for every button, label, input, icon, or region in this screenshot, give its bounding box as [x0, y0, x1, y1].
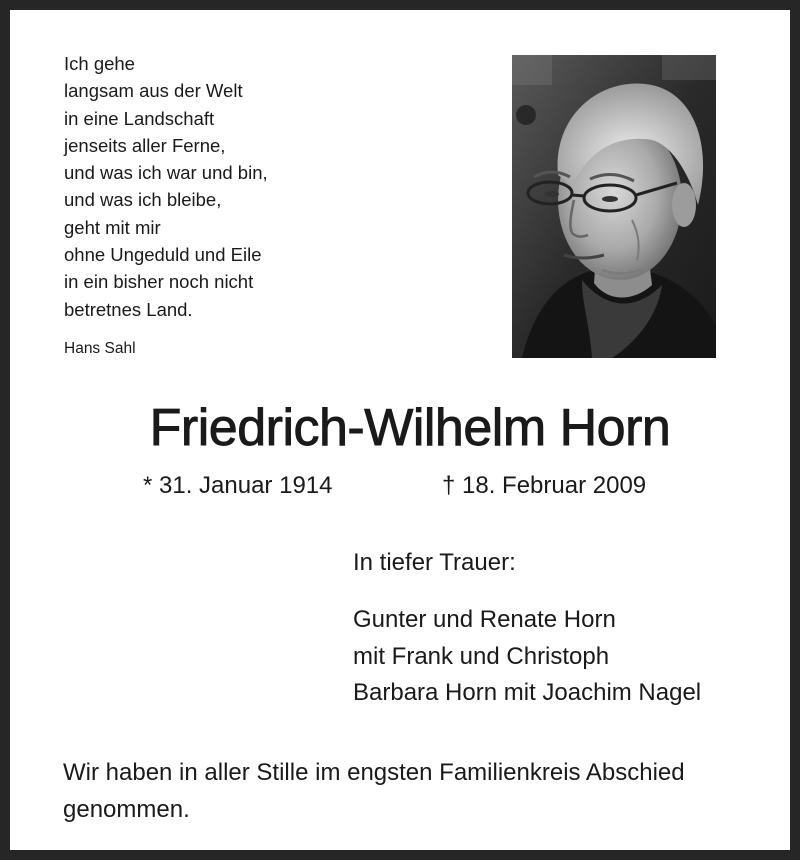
poem-line: betretnes Land.	[64, 298, 193, 320]
poem-line: geht mit mir	[64, 216, 161, 238]
poem-line: Ich gehe	[64, 53, 135, 74]
poem-line: langsam aus der Welt	[64, 80, 243, 102]
deceased-name: Friedrich-Wilhelm Horn	[149, 399, 671, 457]
poem-line: und was ich bleibe,	[64, 189, 222, 211]
portrait-photo	[512, 55, 716, 358]
poem-line: und was ich war und bin,	[64, 162, 268, 184]
poem-line: in eine Landschaft	[64, 107, 215, 129]
poem-line: ohne Ungeduld und Eile	[64, 244, 262, 266]
closing-statement: Wir haben in aller Stille im engsten Familienkreis Abschied genommen.	[63, 759, 685, 823]
poem	[64, 50, 268, 323]
mourner-line: Gunter und Renate Horn	[353, 606, 616, 633]
mourning-heading: In tiefer Trauer:	[353, 549, 516, 576]
mourners-list	[353, 602, 701, 712]
poem-line: jenseits aller Ferne,	[64, 134, 226, 156]
poem-line: in ein bisher noch nicht	[64, 271, 254, 293]
poem-author: Hans Sahl	[64, 340, 136, 357]
mourner-line: mit Frank und Christoph	[353, 642, 610, 670]
death-date: † 18. Februar 2009	[442, 472, 647, 499]
mourner-line: Barbara Horn mit Joachim Nagel	[353, 679, 702, 706]
birth-date: * 31. Januar 1914	[143, 472, 333, 499]
